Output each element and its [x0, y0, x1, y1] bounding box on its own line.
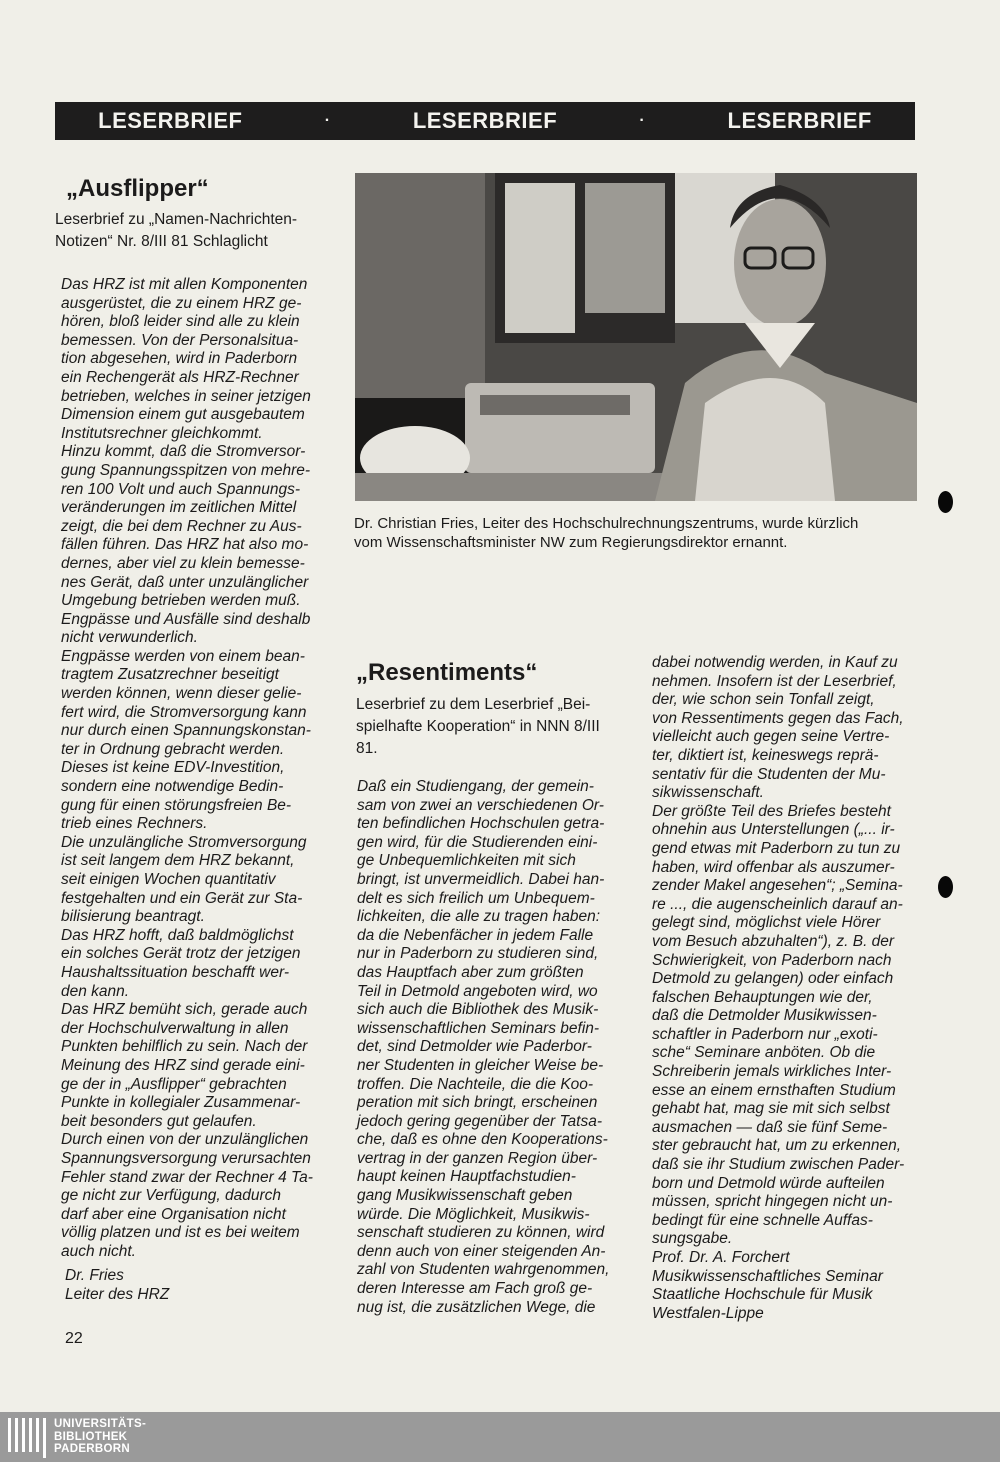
letter2-body-line: gend etwas mit Paderborn zu tun zu [652, 839, 901, 857]
letter1-body-line: werden können, wenn dieser gelie- [61, 685, 302, 703]
letter1-body-line: seit einigen Wochen quantitativ [61, 871, 276, 888]
letter1-body-line: fert wird, die Stromversorgung kann [61, 703, 307, 721]
library-name-line: BIBLIOTHEK [54, 1430, 128, 1443]
letter2-body-line: Detmold zu gelangen) oder einfach [652, 970, 894, 988]
library-logo-icon [6, 1416, 46, 1458]
letter2-body-line: det, sind Detmolder wie Paderbor- [357, 1038, 592, 1056]
letter2-body-line: zahl von Studenten wahrgenommen, [357, 1261, 610, 1279]
letter2-body-line: gehabt hat, mag sie mit sich selbst [652, 1100, 890, 1118]
letter2-body-line: daß sie ihr Studium zwischen Pader- [652, 1156, 905, 1174]
letter2-body-line: gelegt sind, möglichst viele Hörer [652, 914, 881, 932]
letter2-subtitle [356, 694, 600, 760]
letter1-body-line: nicht verwunderlich. [61, 629, 198, 647]
letter1-body-line: Punkte in kollegialer Zusammenar- [61, 1094, 301, 1112]
portrait-illustration [355, 173, 917, 501]
letter1-body-line: gung Spannungsspitzen von mehre- [61, 461, 311, 479]
letter2-body-line: esse an einem ernsthaften Studium [652, 1081, 896, 1099]
subtitle-line: spielhafte Kooperation“ in NNN 8/III [356, 718, 600, 735]
letter1-body-line: Spannungsversorgung verursachten [61, 1149, 311, 1167]
letter2-body-line: schaftler in Paderborn nur „exoti- [652, 1025, 878, 1043]
letter2-body-line: sche“ Seminare anböten. Ob die [652, 1044, 876, 1062]
letter2-body-line: ten befindlichen Hochschulen getra- [357, 815, 605, 833]
letter2-body-line: zender Makel angesehen“; „Semina- [652, 877, 903, 895]
banner-label: LESERBRIEF [98, 108, 243, 133]
letter1-body-line: Dimension einem gut ausgebautem [61, 406, 305, 424]
letter2-body-line: Der größte Teil des Briefes besteht [652, 802, 891, 820]
letter2-body-line: vertrag in der ganzen Region über- [357, 1149, 598, 1167]
letter2-body-line: peration mit sich bringt, erscheinen [357, 1094, 598, 1112]
letter1-body-line: Punkten behilflich zu sein. Nach der [61, 1038, 308, 1056]
letter2-body-line: der, wie schon sein Tonfall zeigt, [652, 691, 875, 709]
letter1-body-line: ren 100 Volt und auch Spannungs- [61, 480, 300, 498]
letter1-body-line: ein solches Gerät trotz der jetzigen [61, 945, 301, 963]
letter1-body-line: ist seit langem dem HRZ bekannt, [61, 852, 295, 870]
portrait-photo [355, 173, 917, 501]
letter2-body-line: re ..., die augenscheinlich darauf an- [652, 895, 903, 913]
letter1-body-line: dernes, aber viel zu klein bemesse- [61, 554, 305, 572]
letter1-body-line: der Hochschulverwaltung in allen [61, 1019, 289, 1037]
header-banner [55, 102, 915, 140]
letter1-subtitle [55, 209, 297, 253]
letter1-body-line: auch nicht. [61, 1242, 136, 1260]
letter2-body-line: bringt, ist unvermeidlich. Dabei han- [357, 870, 605, 888]
letter2-body-line: das Hauptfach aber zum größten [357, 963, 584, 981]
banner-separator: · [324, 112, 331, 129]
letter2-body-line: senschaft studieren zu können, wird [357, 1224, 605, 1242]
letter1-body-line: veränderungen im zeitlichen Mittel [61, 499, 297, 517]
letter1-body-line: nes Gerät, daß unter unzulänglicher [61, 573, 309, 591]
letter2-body-line: ausmachen — daß sie fünf Seme- [652, 1118, 888, 1136]
letter1-body-line: Institutsrechner gleichkommt. [61, 424, 263, 442]
letter2-body-line: daß die Detmolder Musikwissen- [652, 1007, 877, 1025]
letter2-body-line: Daß ein Studiengang, der gemein- [357, 778, 594, 795]
photo-caption [354, 514, 919, 552]
letter1-body-line: Engpässe werden von einem bean- [61, 647, 305, 665]
letter2-body-line: Prof. Dr. A. Forchert [652, 1249, 790, 1266]
punch-hole [938, 876, 953, 898]
letter2-body-line: delt es sich freilich um Unbequem- [357, 889, 595, 907]
letter1-body-line: den kann. [61, 982, 130, 1000]
letter2-body-line: troffen. Die Nachteile, die die Koo- [357, 1075, 594, 1093]
letter2-body-line: sich auch die Bibliothek des Musik- [357, 1001, 599, 1019]
letter1-body-line: Das HRZ hofft, daß baldmöglichst [61, 926, 294, 944]
letter2-body-line: ge Unbequemlichkeiten mit sich [357, 852, 576, 870]
letter1-body-line: Die unzulängliche Stromversorgung [61, 833, 307, 851]
letter2-body-line: falschen Behauptungen wie der, [652, 988, 873, 1006]
letter2-body-line: Schwierigkeit, von Paderborn nach [652, 951, 892, 969]
letter2-body-line: vielleicht auch gegen seine Vertre- [652, 728, 890, 746]
library-name-line: PADERBORN [54, 1443, 130, 1455]
letter2-body-line: sentativ für die Studenten der Mu- [652, 765, 886, 783]
letter1-body-line: ge der in „Ausflipper“ gebrachten [61, 1075, 287, 1093]
library-name-line: UNIVERSITÄTS- [54, 1418, 147, 1430]
letter1-body-line: darf aber eine Organisation nicht [61, 1205, 286, 1223]
letter1-body-line: ein Rechengerät als HRZ-Rechner [61, 368, 299, 386]
letter2-body-line: ster gebraucht hat, um zu erkennen, [652, 1137, 902, 1155]
letter2-body-line: lichkeiten, die alle zu tragen haben: [357, 908, 600, 926]
banner-separator: · [639, 112, 646, 129]
letter1-body-line: nur durch einen Spannungskonstan- [61, 722, 311, 740]
letter1-body-line: Haushaltssituation beschafft wer- [61, 963, 290, 981]
letter2-body-line: haben, wird offenbar als auszumer- [652, 858, 895, 876]
letter2-body-line: würde. Die Möglichkeit, Musikwis- [357, 1205, 590, 1223]
letter1-body-line: ge nicht zur Verfügung, dadurch [61, 1187, 282, 1205]
subtitle-line: Leserbrief zu dem Leserbrief „Bei- [356, 696, 591, 713]
letter2-body-line: sungsgabe. [652, 1230, 733, 1248]
letter1-body-line: fällen führen. Das HRZ hat also mo- [61, 536, 309, 554]
letter2-body-line: denn auch von einer steigenden An- [357, 1242, 606, 1260]
letter2-body-line: ter, diktiert ist, keineswegs reprä- [652, 746, 879, 764]
letter1-body-line: Meinung des HRZ sind gerade eini- [61, 1056, 305, 1074]
letter2-body-line: von Ressentiments gegen das Fach, [652, 709, 904, 727]
letter1-body-line: festgehalten und ein Gerät zur Sta- [61, 889, 303, 907]
letter1-body-line: beit besonders gut gelaufen. [61, 1112, 257, 1130]
banner-label: LESERBRIEF [412, 108, 558, 133]
letter2-body-line: deren Interesse am Fach groß ge- [357, 1280, 593, 1298]
letter2-body-line: wissenschaftlichen Seminars befin- [357, 1019, 600, 1037]
letter2-title: „Resentiments“ [356, 659, 538, 686]
letter1-title: „Ausflipper“ [66, 175, 209, 202]
caption-line: Dr. Christian Fries, Leiter des Hochschulrechnungszentrums, wurde kürzlich [354, 515, 859, 532]
letter2-body-line: born und Detmold würde aufteilen [652, 1174, 885, 1192]
caption-line: vom Wissenschaftsminister NW zum Regierungsdirektor ernannt. [354, 534, 788, 551]
letter2-body-col1 [357, 778, 609, 1317]
letter1-body-line: ter in Ordnung gebracht werden. [61, 740, 285, 758]
letter2-body-line: gen wird, für die Studierenden eini- [357, 833, 598, 851]
letter2-body-line: haupt keinen Hauptfachstudien- [357, 1168, 576, 1186]
signature-name: Dr. Fries [65, 1267, 124, 1284]
letter1-body-line: tragtem Zusatzrechner beseitigt [61, 666, 279, 684]
punch-hole [938, 491, 953, 513]
library-footer [0, 1412, 1000, 1462]
letter1-body [61, 276, 313, 1261]
letter1-body-line: Fehler stand zwar der Rechner 4 Ta- [61, 1168, 313, 1186]
page-number: 22 [65, 1330, 83, 1347]
letter1-body-line: Durch einen von der unzulänglichen [61, 1131, 309, 1149]
letter2-body-line: ner Studenten in gleicher Weise be- [357, 1056, 604, 1074]
letter2-body-line: nur in Paderborn zu studieren sind, [357, 945, 599, 963]
letter1-body-line: gung für einen störungsfreien Be- [61, 796, 292, 814]
letter2-body-line: sikwissenschaft. [652, 784, 764, 802]
letter2-body-line: jedoch gering gegenüber der Tatsa- [357, 1112, 603, 1130]
letter1-signature [65, 1267, 169, 1304]
letter1-body-line: Das HRZ ist mit allen Komponenten [61, 276, 308, 293]
letter1-body-line: Umgebung betrieben werden muß. [61, 592, 301, 610]
letter1-body-line: tion abgesehen, wird in Paderborn [61, 350, 298, 368]
letter1-body-line: völlig platzen und ist es bei weitem [61, 1224, 300, 1242]
letter1-body-line: Dieses ist keine EDV-Investition, [61, 759, 285, 777]
letter1-body-line: bemessen. Von der Personalsitua- [61, 331, 299, 349]
letter1-body-line: betrieben, welches in seiner jetzigen [61, 387, 311, 405]
letter2-body-line: sam von zwei an verschiedenen Or- [357, 796, 604, 814]
letter1-body-line: ausgerüstet, die zu einem HRZ ge- [61, 294, 302, 312]
letter2-body-line: bedingt für eine schnelle Auffas- [652, 1211, 873, 1229]
letter2-body-line: dabei notwendig werden, in Kauf zu [652, 654, 898, 671]
subtitle-line: 81. [356, 740, 378, 757]
letter2-body-line: vom Besuch abzuhalten“), z. B. der [652, 932, 895, 950]
banner-label: LESERBRIEF [727, 108, 872, 133]
subtitle-line: Leserbrief zu „Namen-Nachrichten- [55, 211, 298, 228]
letter2-body-line: gang Musikwissenschaft geben [357, 1187, 573, 1205]
letter2-body-line: ohnehin aus Unterstellungen („... ir- [652, 821, 895, 839]
subtitle-line: Notizen“ Nr. 8/III 81 Schlaglicht [55, 233, 268, 250]
letter1-body-line: Das HRZ bemüht sich, gerade auch [61, 1001, 308, 1019]
letter2-body-col2 [652, 654, 904, 1323]
letter1-body-line: hören, bloß leider sind alle zu klein [61, 313, 300, 331]
signature-role: Leiter des HRZ [65, 1285, 170, 1303]
letter2-body-line: nehmen. Insofern ist der Leserbrief, [652, 672, 897, 690]
letter1-body-line: Engpässe und Ausfälle sind deshalb [61, 610, 311, 628]
letter2-body-line: da die Nebenfächer in jedem Falle [357, 926, 594, 944]
letter2-body-line: nug ist, die zusätzlichen Wege, die [357, 1298, 596, 1316]
letter2-body-line: Schreiberin jemals wirkliches Inter- [652, 1063, 892, 1081]
letter2-body-line: che, daß es ohne den Kooperations- [357, 1131, 608, 1149]
letter1-body-line: sondern eine notwendige Bedin- [61, 778, 284, 796]
letter1-body-line: Hinzu kommt, daß die Stromversor- [61, 443, 306, 461]
library-name [54, 1418, 146, 1456]
letter2-body-line: Westfalen-Lippe [652, 1304, 764, 1322]
letter1-body-line: trieb eines Rechners. [61, 815, 208, 833]
letter1-body-line: zeigt, die bei dem Rechner zu Aus- [61, 517, 302, 535]
letter2-body-line: müssen, spricht hingegen nicht un- [652, 1193, 893, 1211]
letter2-body-line: Staatliche Hochschule für Musik [652, 1286, 873, 1304]
letter2-body-line: Musikwissenschaftliches Seminar [652, 1267, 883, 1285]
letter2-body-line: Teil in Detmold angeboten wird, wo [357, 982, 598, 1000]
letter1-body-line: bilisierung beantragt. [61, 908, 205, 926]
